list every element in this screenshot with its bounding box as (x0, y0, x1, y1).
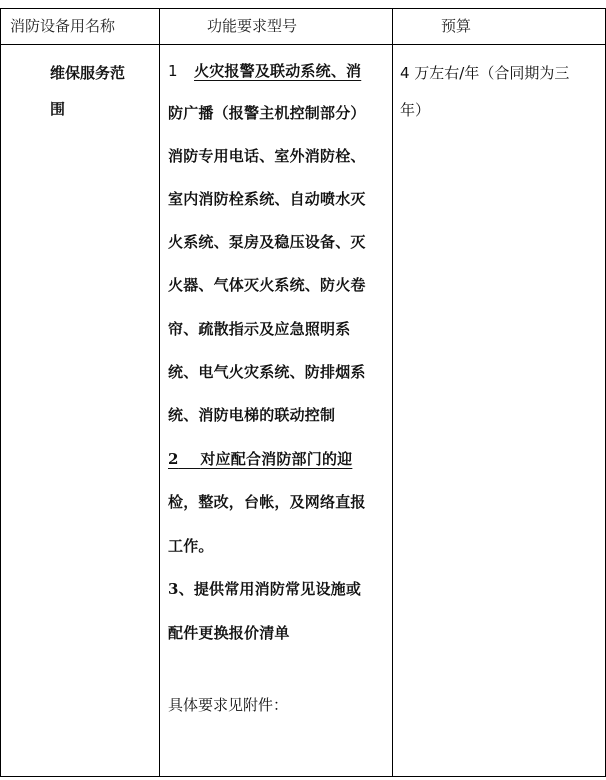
table-column-divider-2 (392, 8, 393, 777)
equipment-name-line-1: 维保服务范 (50, 64, 126, 82)
table-column-divider-1 (159, 8, 160, 777)
item-2-number: 2 (168, 450, 179, 468)
item-3-line-2: 配件更换报价清单 (168, 624, 290, 642)
item-2-line-3: 工作。 (168, 537, 214, 555)
item-2-text: 对应配合消防部门的迎 (200, 450, 353, 468)
budget-line-2: 年） (400, 101, 431, 119)
item-1-line-4: 室内消防栓系统、自动喷水灭 (168, 190, 366, 208)
item-1-number: 1 (168, 62, 178, 80)
table-border-header (0, 44, 606, 45)
item-1-line-1 (168, 60, 386, 81)
item-2-line-2: 检，整改，台帐，及网络直报 (168, 493, 366, 511)
item-1-line-8: 统、电气火灾系统、防排烟系 (168, 363, 366, 381)
budget-line-1: 4 万左右/年（合同期为三 (400, 64, 570, 82)
attachment-note: 具体要求见附件： (168, 696, 289, 714)
item-1-line-7: 帘、疏散指示及应急照明系 (168, 320, 351, 338)
item-1-line-6: 火器、气体灭火系统、防火卷 (168, 276, 366, 294)
item-2-line-1 (168, 448, 386, 469)
equipment-name-line-2: 围 (50, 100, 66, 118)
item-1-line-5: 火系统、泵房及稳压设备、灭 (168, 233, 366, 251)
table-border-top (0, 8, 606, 9)
header-equipment-name: 消防设备用名称 (10, 17, 116, 35)
header-budget: 预算 (441, 17, 472, 35)
item-3-line-1: 3、提供常用消防常见设施或 (168, 580, 362, 598)
table-border-left (0, 8, 1, 777)
header-function-model: 功能要求型号 (207, 17, 298, 35)
item-1-text: 火灾报警及联动系统、消 (194, 62, 362, 80)
table-border-bottom (0, 776, 606, 777)
item-1-line-9: 统、消防电梯的联动控制 (168, 406, 336, 424)
item-1-line-3: 消防专用电话、室外消防栓、 (168, 147, 366, 165)
item-1-line-2: 防广播（报警主机控制部分） (168, 104, 366, 122)
